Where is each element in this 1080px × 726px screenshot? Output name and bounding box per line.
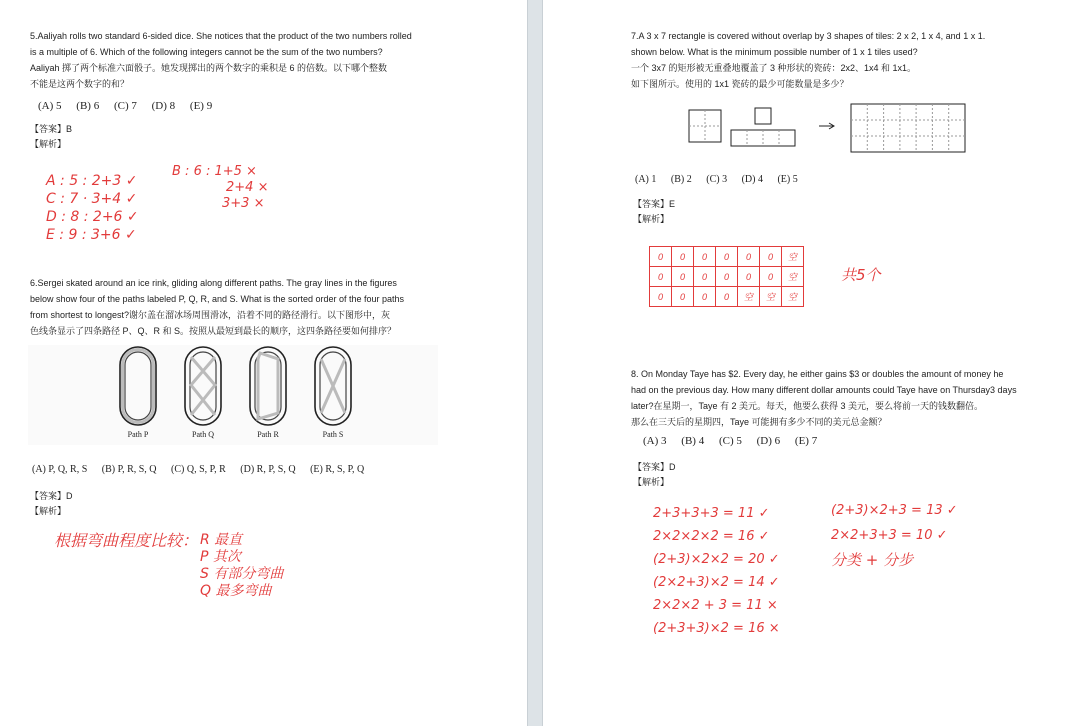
q5-text-cn-2: 不能是这两个数字的和？ (30, 79, 130, 89)
q7-analysis-label: 【解析】 (633, 214, 670, 224)
path-p-figure (118, 345, 158, 427)
q8-hw-line: (2+3)×2+3 = 13 ✓ (831, 503, 958, 518)
grid-cell: 0 (672, 267, 694, 287)
document-page-right (543, 0, 1080, 726)
grid-row (650, 247, 804, 267)
q5-handwriting-right (172, 164, 268, 212)
q8-choice-b: (B) 4 (681, 435, 705, 447)
q6-analysis-label: 【解析】 (30, 506, 67, 516)
q5-answer-block (30, 122, 72, 152)
q8-hw-line: (2+3)×2×2 = 20 ✓ (653, 552, 780, 567)
grid-row (650, 267, 804, 287)
q5-hw-line: D : 8 : 2+6 ✓ (46, 209, 139, 225)
q5-hw-line: A : 5 : 2+3 ✓ (46, 173, 138, 189)
q5-text-en-1: 5.Aaliyah rolls two standard 6-sided dice. She notices that the product of the two numbers rolled (30, 31, 412, 41)
path-s-figure (313, 345, 353, 427)
q7-answer-block (633, 197, 675, 227)
q7-choice-d: (D) 4 (741, 174, 763, 185)
q5-hw-line: C : 7 · 3+4 ✓ (46, 191, 138, 207)
q6-hw-line: S 有部分弯曲 (200, 566, 284, 582)
q7-solution-grid (649, 246, 804, 307)
q7-text-en-1: 7.A 3 x 7 rectangle is covered without overlap by 3 shapes of tiles: 2 x 2, 1 x 4, and 1 x 1. (631, 31, 986, 41)
q8-text-en-2: had on the previous day. How many different dollar amounts could Taye have on Thursday3 days (631, 385, 1017, 395)
q5-hw-line: 2+4 × (226, 180, 269, 195)
q8-hw-line: (2×2+3)×2 = 14 ✓ (653, 575, 780, 590)
q6-text-cn-1: 色线条显示了四条路径 P、Q、R 和 S。按照从最短到最长的顺序，这四条路径要如何排序？ (30, 326, 397, 336)
q8-text-cn-1: 那么在三天后的星期四，Taye 可能拥有多少不同的美元总金额？ (631, 417, 887, 427)
q6-handwriting-main: 根据弯曲程度比较： (54, 531, 199, 550)
q8-choice-c: (C) 5 (718, 435, 742, 447)
q6-choice-c: (C) Q, S, P, R (171, 464, 226, 475)
q6-text-en-3: from shortest to longest?谢尔盖在溜冰场周围滑冰，沿着不同的路径滑行。以下图形中，灰 (30, 310, 391, 320)
q5-choice-e: (E) 9 (189, 100, 213, 112)
path-q-label: Path Q (192, 430, 214, 439)
page-gutter (527, 0, 543, 726)
q6-figure (28, 345, 438, 445)
q5-choice-b: (B) 6 (76, 100, 100, 112)
grid-cell: 0 (738, 267, 760, 287)
q5-hw-line: B : 6 : 1+5 × (172, 164, 257, 179)
grid-row (650, 287, 804, 307)
q8-hw-line: 分类 + 分步 (831, 551, 914, 569)
q6-handwriting-list (200, 532, 283, 600)
grid-cell: 0 (694, 287, 716, 307)
q8-handwriting-right (831, 498, 958, 573)
grid-cell: 空 (738, 287, 760, 307)
q8-choice-e: (E) 7 (794, 435, 818, 447)
grid-cell: 0 (760, 247, 782, 267)
q7-choice-a: (A) 1 (635, 174, 657, 185)
q5-choice-c: (C) 7 (113, 100, 137, 112)
q8-hw-line: 2+3+3+3 = 11 ✓ (653, 506, 770, 521)
q7-text-cn-1: 一个 3x7 的矩形被无重叠地覆盖了 3 种形状的瓷砖：2x2、1x4 和 1x1。 (631, 63, 917, 73)
q6-choices (32, 464, 376, 475)
grid-cell: 0 (650, 267, 672, 287)
grid-cell: 空 (782, 287, 804, 307)
q5-analysis-label: 【解析】 (30, 139, 67, 149)
q8-choice-d: (D) 6 (756, 435, 781, 447)
q8-hw-line: 2×2×2×2 = 16 ✓ (653, 529, 770, 544)
q7-choices (635, 174, 810, 185)
grid-cell: 0 (738, 247, 760, 267)
path-s-label: Path S (322, 430, 344, 439)
q8-handwriting-left (653, 502, 780, 640)
grid-cell: 0 (760, 267, 782, 287)
q7-choice-c: (C) 3 (706, 174, 728, 185)
q5-answer: 【答案】B (30, 124, 73, 134)
q5-question (30, 28, 412, 92)
grid-cell: 空 (760, 287, 782, 307)
q8-hw-line: (2+3+3)×2 = 16 × (653, 621, 780, 636)
q8-text-en-1: 8. On Monday Taye has $2. Every day, he either gains $3 or doubles the amount of money he (631, 369, 1004, 379)
grid-cell: 0 (716, 247, 738, 267)
q8-answer-block (633, 460, 676, 490)
path-p-label: Path P (127, 430, 149, 439)
q8-hw-line: 2×2+3+3 = 10 ✓ (831, 528, 948, 543)
q6-question (30, 275, 404, 339)
path-q-figure (183, 345, 223, 427)
q6-hw-line: Q 最多弯曲 (200, 583, 272, 599)
q5-handwriting-left (46, 172, 139, 244)
q6-choice-b: (B) P, R, S, Q (101, 464, 157, 475)
grid-cell: 0 (694, 267, 716, 287)
grid-cell: 0 (672, 287, 694, 307)
grid-cell: 0 (650, 287, 672, 307)
document-page-left (0, 0, 527, 726)
grid-cell: 空 (782, 247, 804, 267)
q5-choice-a: (A) 5 (38, 100, 62, 112)
grid-cell: 0 (716, 287, 738, 307)
grid-cell: 0 (650, 247, 672, 267)
q6-choice-d: (D) R, P, S, Q (240, 464, 296, 475)
q7-text-cn-2: 如下图所示。使用的 1x1 瓷砖的最少可能数量是多少？ (631, 79, 849, 89)
grid-cell: 空 (782, 267, 804, 287)
q5-hw-line: E : 9 : 3+6 ✓ (46, 227, 137, 243)
q5-text-en-2: is a multiple of 6. Which of the following integers cannot be the sum of the two numbers? (30, 47, 383, 57)
q7-choice-b: (B) 2 (670, 174, 692, 185)
grid-cell: 0 (672, 247, 694, 267)
q6-choice-a: (A) P, Q, R, S (32, 464, 88, 475)
q8-hw-line: 2×2×2 + 3 = 11 × (653, 598, 778, 613)
q5-hw-line: 3+3 × (222, 196, 265, 211)
q6-text-en-2: below show four of the paths labeled P, Q, R, and S. What is the sorted order of the four paths (30, 294, 405, 304)
q6-choice-e: (E) R, S, P, Q (310, 464, 365, 475)
q8-answer: 【答案】D (633, 462, 676, 472)
q6-hw-line: P 其次 (200, 549, 241, 565)
q7-question (631, 28, 985, 92)
q7-tiles-figure (683, 102, 973, 154)
grid-cell: 0 (694, 247, 716, 267)
q6-answer: 【答案】D (30, 491, 73, 501)
q7-choice-e: (E) 5 (777, 174, 798, 185)
path-r-figure (248, 345, 288, 427)
q7-handwriting-total: 共5个 (841, 266, 881, 284)
q5-choices (38, 100, 224, 112)
q8-choice-a: (A) 3 (643, 435, 667, 447)
q8-choices (643, 435, 829, 447)
grid-cell: 0 (716, 267, 738, 287)
path-r-label: Path R (257, 430, 279, 439)
q5-choice-d: (D) 8 (151, 100, 176, 112)
q8-text-en-3: later?在星期一，Taye 有 2 美元。每天，他要么获得 3 美元，要么将前一天的钱数翻倍。 (631, 401, 984, 411)
q5-text-cn-1: Aaliyah 掷了两个标准六面骰子。她发现掷出的两个数字的乘积是 6 的倍数。以下哪个整数 (30, 63, 388, 73)
q6-answer-block (30, 489, 73, 519)
q6-hw-line: R 最直 (200, 532, 243, 548)
q7-text-en-2: shown below. What is the minimum possible number of 1 x 1 tiles used? (631, 47, 918, 57)
q6-text-en-1: 6.Sergei skated around an ice rink, gliding along different paths. The gray lines in the figures (30, 278, 397, 288)
q8-analysis-label: 【解析】 (633, 477, 670, 487)
q7-answer: 【答案】E (633, 199, 676, 209)
q8-question (631, 366, 1017, 430)
